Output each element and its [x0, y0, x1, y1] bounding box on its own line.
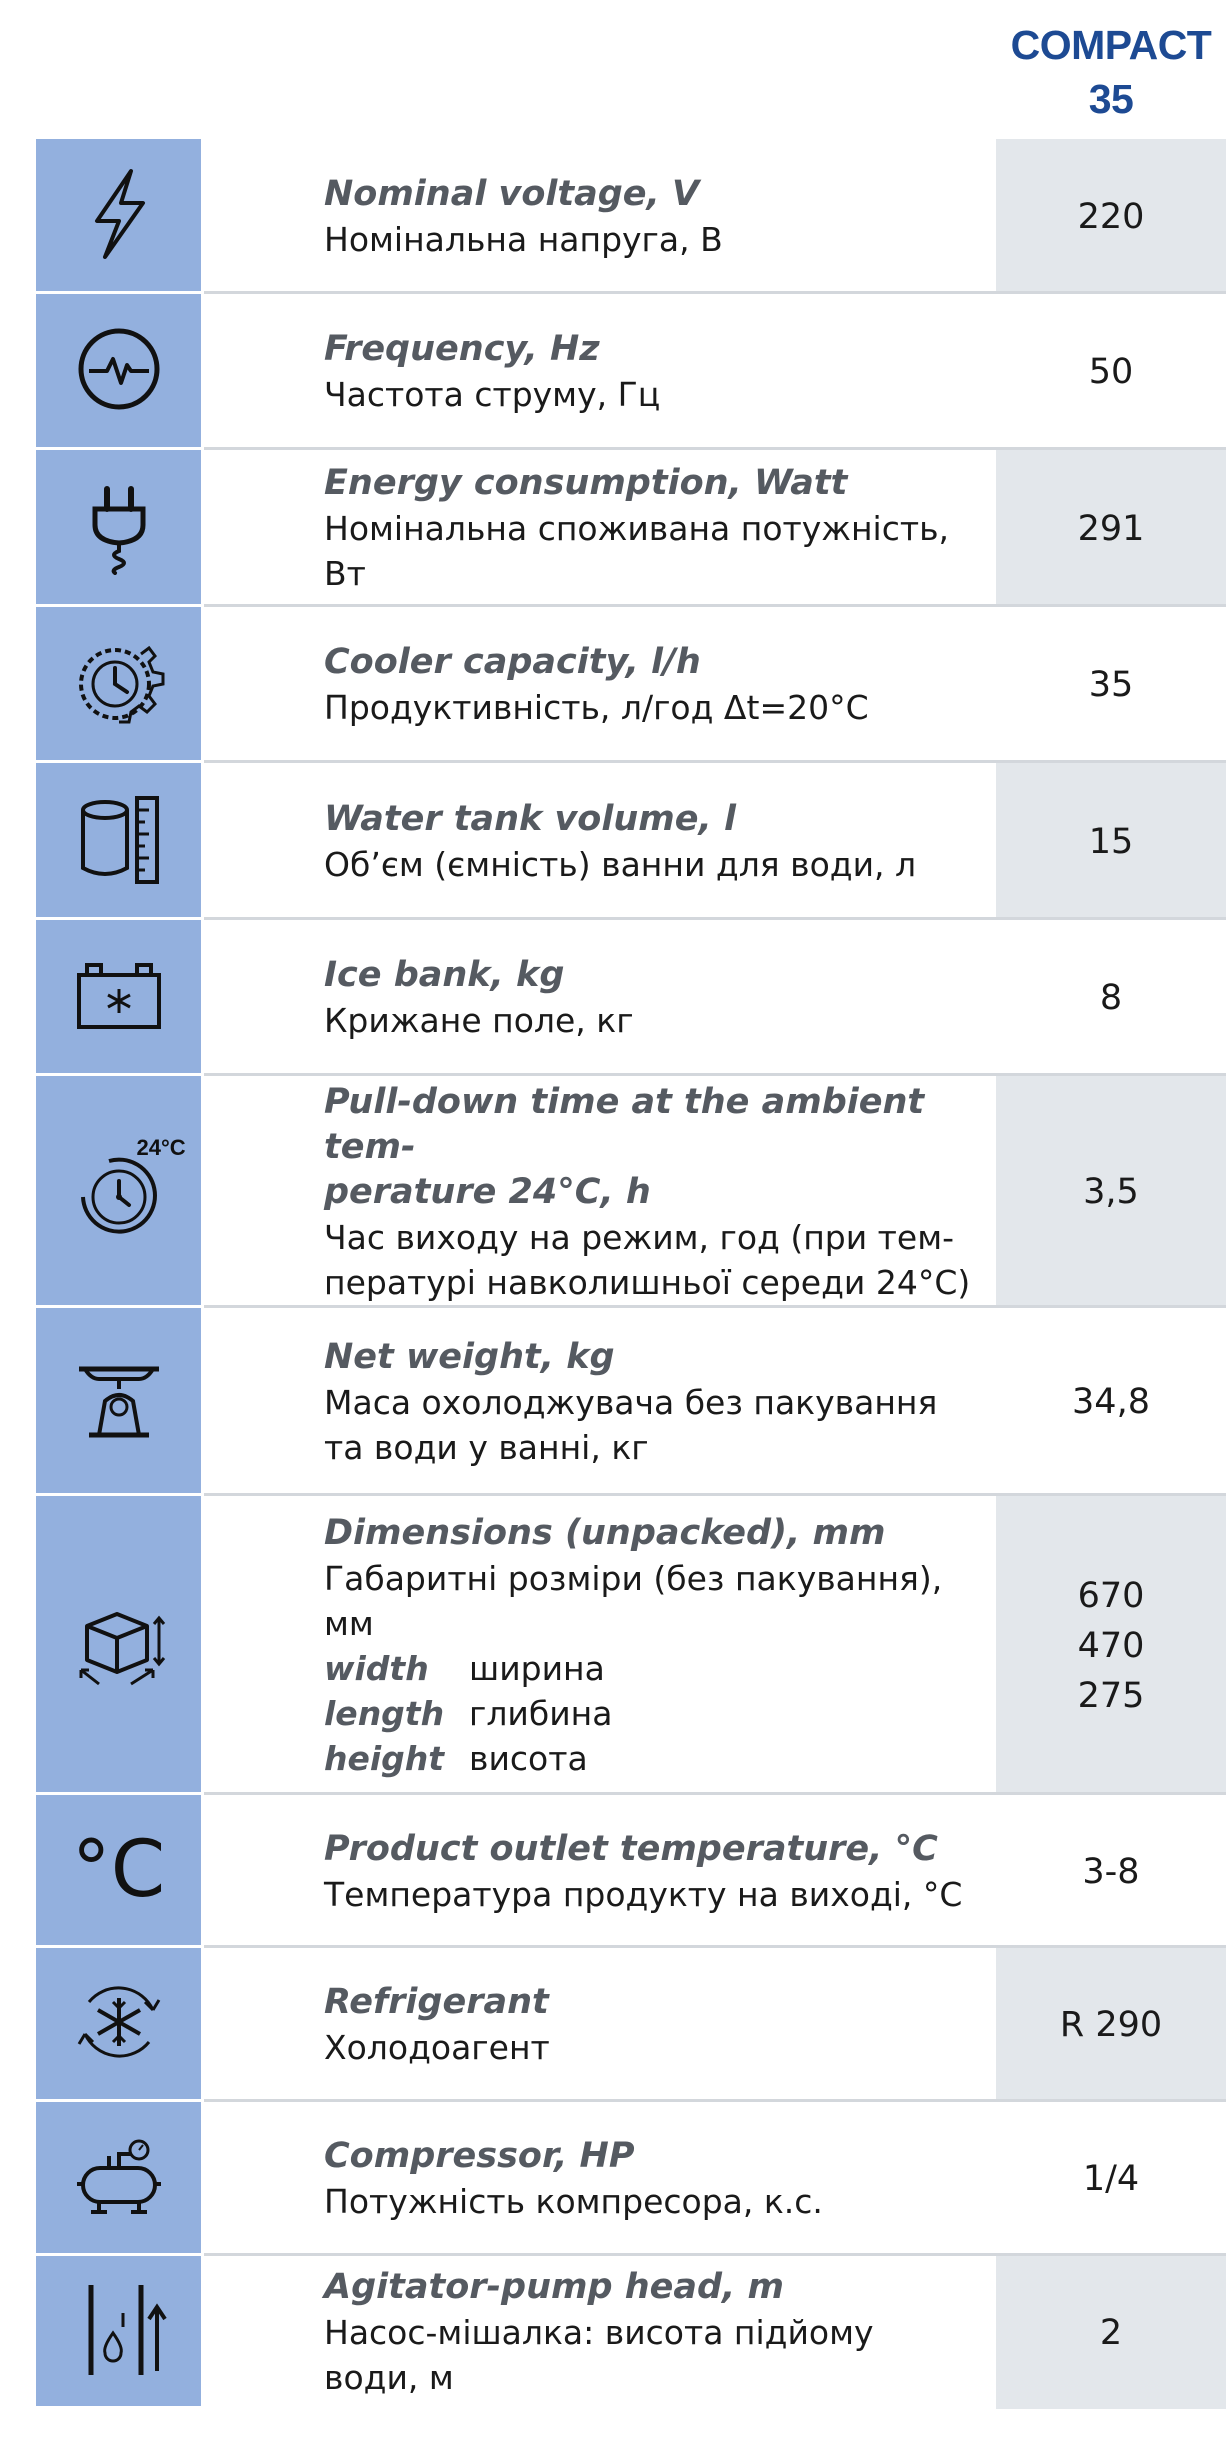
gauge-gear-icon: [69, 632, 169, 736]
parameter-name-ua: Об’єм (ємність) ванни для води, л: [324, 844, 917, 884]
spec-table: [36, 139, 1226, 2409]
parameter-name-en: Agitator-pump head, m: [324, 2267, 785, 2307]
spec-row: [36, 2256, 1226, 2409]
parameter-description: [201, 139, 996, 294]
icon-cell: [36, 1076, 201, 1308]
spec-row: [36, 1496, 1226, 1795]
parameter-name-ua: Маса охолоджувача без пакування: [324, 1382, 938, 1422]
value-text: 3-8: [1082, 1851, 1140, 1892]
parameter-name-ua: Потужність компресора, к.с.: [324, 2182, 823, 2221]
parameter-name-ua: Продуктивність, л/год Δt=20°C: [324, 688, 869, 727]
parameter-name-en: Frequency, Hz: [324, 329, 600, 369]
model-number: 35: [1088, 76, 1134, 122]
parameter-name-en: Water tank volume, l: [324, 798, 736, 839]
icon-cell: [36, 1795, 201, 1948]
parameter-name-ua: Вт: [324, 554, 366, 593]
value-text: 220: [1077, 196, 1145, 237]
icon-cell: [36, 1308, 201, 1496]
clock-temperature-icon: [69, 1134, 186, 1243]
parameter-value: [996, 2102, 1226, 2256]
value-text: 50: [1088, 352, 1134, 392]
spec-row: [36, 1308, 1226, 1496]
parameter-name-en: Product outlet temperature, °C: [324, 1828, 938, 1869]
spec-row: [36, 294, 1226, 450]
value-text: 470: [1077, 1625, 1145, 1666]
icon-cell: [36, 450, 201, 607]
parameter-description: [201, 450, 996, 607]
parameter-name-ua: води, м: [324, 2358, 454, 2397]
spec-row: [36, 139, 1226, 294]
icon-cell: [36, 1496, 201, 1795]
icon-cell: [36, 1948, 201, 2102]
parameter-description: [201, 1795, 996, 1948]
parameter-name-ua: Температура продукту на виході, °C: [324, 1874, 963, 1914]
pump-head-icon: [69, 2279, 169, 2383]
icon-cell: [36, 2256, 201, 2409]
compressor-icon: [69, 2126, 169, 2230]
parameter-name-en: Net weight, kg: [324, 1336, 615, 1377]
model-name: COMPACT: [1010, 22, 1212, 68]
dimension-name-ua: глибина: [469, 1693, 613, 1733]
parameter-name-ua: Частота струму, Гц: [324, 375, 661, 414]
tank-ruler-icon: [69, 788, 169, 892]
parameter-value: [996, 607, 1226, 763]
value-text: 2: [1099, 2312, 1123, 2353]
value-text: R 290: [1059, 2005, 1163, 2045]
parameter-name-en-continued: perature 24°C, h: [324, 1171, 651, 1212]
parameter-description: [201, 1948, 996, 2102]
parameter-value: [996, 920, 1226, 1076]
parameter-description: [201, 607, 996, 763]
parameter-name-en: Nominal voltage, V: [324, 173, 700, 214]
spec-row: [36, 763, 1226, 920]
parameter-value: [996, 1948, 1226, 2102]
parameter-value: [996, 450, 1226, 607]
dimension-name-en: length: [324, 1693, 445, 1733]
plug-icon: [69, 475, 169, 579]
model-header: [996, 18, 1226, 126]
icon-cell: [36, 763, 201, 920]
cube-dimensions-icon: [69, 1592, 169, 1696]
parameter-name-en: Ice bank, kg: [324, 955, 565, 995]
spec-row: [36, 1795, 1226, 1948]
value-text: 291: [1077, 508, 1145, 549]
spec-row: [36, 607, 1226, 763]
parameter-value: [996, 1795, 1226, 1948]
icon-cell: [36, 139, 201, 294]
parameter-description: [201, 1308, 996, 1496]
parameter-description: [201, 920, 996, 1076]
parameter-name-ua: та води у ванні, кг: [324, 1427, 649, 1467]
icon-cell: [36, 294, 201, 450]
parameter-name-ua: Час виходу на режим, год (при тем-: [324, 1217, 955, 1257]
dimension-line: [324, 1691, 976, 1736]
value-text: 8: [1099, 978, 1123, 1018]
spec-row: [36, 2102, 1226, 2256]
parameter-name-en: Refrigerant: [324, 1982, 549, 2022]
snowflake-cycle-icon: [69, 1972, 169, 2076]
parameter-name-en: Dimensions (unpacked), mm: [324, 1512, 886, 1553]
parameter-value: [996, 2256, 1226, 2409]
parameter-value: [996, 294, 1226, 450]
value-text: 35: [1088, 665, 1134, 705]
parameter-name-ua: Номінальна напруга, В: [324, 219, 723, 259]
value-text: 1/4: [1082, 2159, 1140, 2199]
parameter-name-ua: Крижане поле, кг: [324, 1001, 634, 1040]
parameter-name-ua: мм: [324, 1603, 374, 1643]
parameter-name-ua: Насос-мішалка: висота підйому: [324, 2313, 874, 2352]
parameter-value: [996, 1496, 1226, 1795]
spec-row: [36, 1076, 1226, 1308]
value-text: 670: [1077, 1575, 1145, 1616]
parameter-value: [996, 139, 1226, 294]
value-text: 275: [1077, 1675, 1145, 1716]
parameter-description: [201, 763, 996, 920]
parameter-value: [996, 763, 1226, 920]
dimension-line: [324, 1736, 976, 1781]
icon-temperature-label: 24°C: [136, 1134, 186, 1160]
frequency-pulse-icon: [69, 319, 169, 423]
dimension-name-ua: ширина: [469, 1648, 605, 1688]
parameter-name-en: Pull-down time at the ambient tem-: [324, 1081, 925, 1167]
parameter-name-ua: пературі навколишньої середи 24°C): [324, 1262, 971, 1302]
value-text: 15: [1088, 821, 1134, 862]
parameter-name-en: Cooler capacity, l/h: [324, 642, 701, 682]
parameter-value: [996, 1308, 1226, 1496]
parameter-description: [201, 2256, 996, 2409]
ice-battery-icon: [69, 945, 169, 1049]
spec-row: [36, 450, 1226, 607]
parameter-name-ua: Номінальна споживана потужність,: [324, 509, 950, 548]
scale-icon: [69, 1349, 169, 1453]
parameter-name-ua: Габаритні розміри (без пакування),: [324, 1558, 943, 1598]
value-text: 34,8: [1072, 1382, 1150, 1422]
lightning-icon: [69, 163, 169, 267]
celsius-icon: °C: [71, 1825, 166, 1915]
icon-cell: [36, 2102, 201, 2256]
dimension-name-ua: висота: [469, 1738, 588, 1778]
icon-cell: [36, 607, 201, 763]
value-text: 3,5: [1083, 1172, 1139, 1212]
parameter-description: [201, 1076, 996, 1308]
dimension-line: [324, 1646, 976, 1691]
parameter-description: [201, 294, 996, 450]
parameter-value: [996, 1076, 1226, 1308]
parameter-name-ua: Холодоагент: [324, 2028, 550, 2067]
dimension-name-en: width: [324, 1648, 429, 1688]
dimension-name-en: height: [324, 1738, 445, 1778]
parameter-name-en: Compressor, HP: [324, 2136, 635, 2176]
icon-cell: [36, 920, 201, 1076]
spec-row: [36, 920, 1226, 1076]
parameter-description: [201, 2102, 996, 2256]
spec-row: [36, 1948, 1226, 2102]
parameter-name-en: Energy consumption, Watt: [324, 463, 848, 503]
parameter-description: [201, 1496, 996, 1795]
